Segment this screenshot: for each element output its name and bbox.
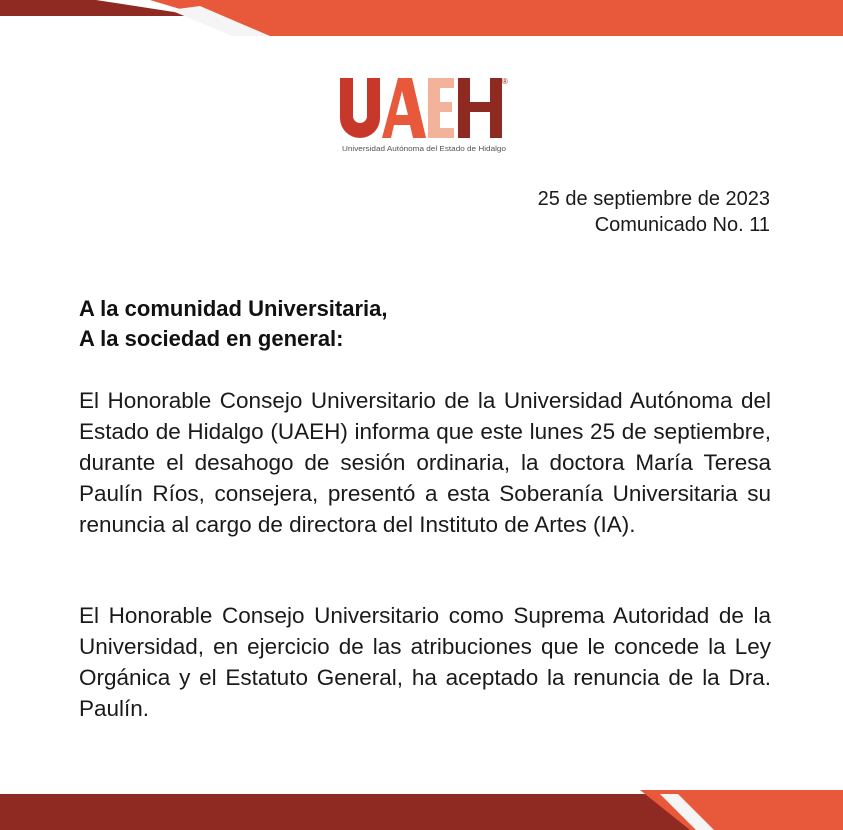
top-decorative-band: [0, 0, 843, 40]
uaeh-logo: [338, 72, 510, 154]
bottom-decorative-band: [0, 790, 843, 830]
salutation-line-1: A la comunidad Universitaria,: [79, 296, 388, 321]
logo-letter-e: [428, 78, 454, 138]
body-paragraph-2: El Honorable Consejo Universitario como Suprema Autoridad de la Universidad, en ejercicio de las atribuciones que le concede la Ley Orgánica y el Estatuto General, ha aceptado la renuncia de la Dra. Paulín.: [79, 603, 771, 721]
communique-number: Comunicado No. 11: [594, 214, 770, 236]
communique-date: 25 de septiembre de 2023: [537, 188, 770, 210]
body-paragraph-1: El Honorable Consejo Universitario de la Universidad Autónoma del Estado de Hidalgo (UAEH) informa que este lunes 25 de septiembre, durante el desahogo de sesión ordinaria, la doctora María Teresa Paulín Ríos, consejera, presentó a esta Soberanía Universitaria su renuncia al cargo de directora del Instituto de Artes (IA).: [79, 388, 771, 537]
communique-header: [538, 186, 770, 238]
logo-letter-u: [340, 78, 380, 138]
salutation: [79, 294, 388, 354]
logo-letter-a: [382, 78, 426, 138]
logo-registered-mark: ®: [502, 77, 508, 86]
salutation-line-2: A la sociedad en general:: [79, 326, 344, 351]
logo-letter-h: [458, 78, 502, 138]
bottom-band-dark-stripe: [0, 794, 700, 830]
logo-tagline: Universidad Autónoma del Estado de Hidalgo: [342, 144, 506, 153]
